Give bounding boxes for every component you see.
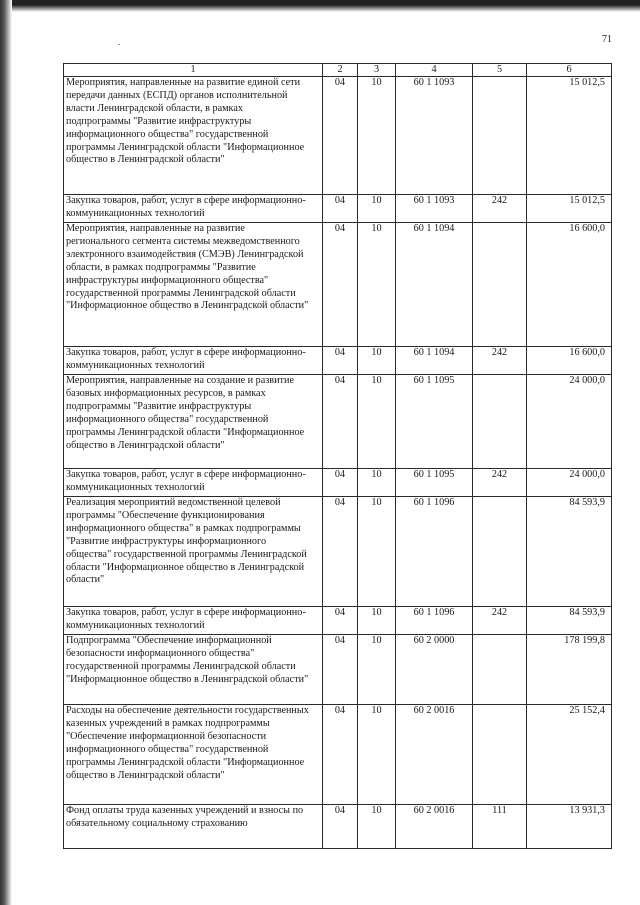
page-number: 71 xyxy=(602,34,612,45)
row-expense-type-cell: 242 xyxy=(473,469,527,497)
header-cell: 2 xyxy=(323,64,358,77)
row-name-cell: Мероприятия, направленные на развитие регионального сегмента системы межведомственного электронного взаимодействия (СМЭВ) Ленинградской области, в рамках подпрограммы "Развитие инфраструктуры информационного общества" государственной программы Ленинградской области "Информационное общество в Ленинградской области" xyxy=(64,223,323,347)
row-amount-cell: 16 600,0 xyxy=(527,347,612,375)
row-amount-cell: 25 152,4 xyxy=(527,705,612,805)
table-row xyxy=(64,705,612,805)
budget-table xyxy=(63,63,612,849)
table-row xyxy=(64,223,612,347)
row-name-cell: Мероприятия, направленные на создание и развитие базовых информационных ресурсов, в рамках подпрограммы "Развитие инфраструктуры информационного общества" государственной программы Ленинградской области "Информационное общество в Ленинградской области" xyxy=(64,375,323,469)
header-cell: 6 xyxy=(527,64,612,77)
row-expense-type-cell xyxy=(473,497,527,607)
row-target-article-cell: 60 1 1096 xyxy=(396,497,473,607)
header-cell: 3 xyxy=(358,64,396,77)
row-target-article-cell: 60 1 1093 xyxy=(396,195,473,223)
row-section-cell: 04 xyxy=(323,469,358,497)
row-section-cell: 04 xyxy=(323,805,358,849)
header-cell: 1 xyxy=(64,64,323,77)
row-subsection-cell: 10 xyxy=(358,607,396,635)
scan-border-left xyxy=(0,0,12,905)
row-amount-cell: 84 593,9 xyxy=(527,497,612,607)
row-section-cell: 04 xyxy=(323,705,358,805)
row-name-cell: Закупка товаров, работ, услуг в сфере информационно- коммуникационных технологий xyxy=(64,607,323,635)
row-amount-cell: 84 593,9 xyxy=(527,607,612,635)
row-subsection-cell: 10 xyxy=(358,77,396,195)
row-target-article-cell: 60 2 0000 xyxy=(396,635,473,705)
table-row xyxy=(64,607,612,635)
row-name-cell: Мероприятия, направленные на развитие единой сети передачи данных (ЕСПД) органов исполнительной власти Ленинградской области, в рамках подпрограммы "Развитие инфраструктуры информационного общества" государственной программы Ленинградской области "Информационное общество в Ленинградской области" xyxy=(64,77,323,195)
row-target-article-cell: 60 1 1093 xyxy=(396,77,473,195)
row-section-cell: 04 xyxy=(323,497,358,607)
row-section-cell: 04 xyxy=(323,375,358,469)
table-row xyxy=(64,375,612,469)
row-expense-type-cell xyxy=(473,635,527,705)
row-subsection-cell: 10 xyxy=(358,497,396,607)
row-expense-type-cell: 242 xyxy=(473,347,527,375)
row-target-article-cell: 60 2 0016 xyxy=(396,705,473,805)
table-row xyxy=(64,347,612,375)
table-row xyxy=(64,469,612,497)
row-subsection-cell: 10 xyxy=(358,805,396,849)
row-amount-cell: 15 012,5 xyxy=(527,195,612,223)
row-expense-type-cell xyxy=(473,375,527,469)
row-target-article-cell: 60 1 1094 xyxy=(396,347,473,375)
row-expense-type-cell: 111 xyxy=(473,805,527,849)
row-amount-cell: 13 931,3 xyxy=(527,805,612,849)
row-subsection-cell: 10 xyxy=(358,469,396,497)
table-row xyxy=(64,635,612,705)
row-expense-type-cell: 242 xyxy=(473,195,527,223)
row-section-cell: 04 xyxy=(323,635,358,705)
row-amount-cell: 24 000,0 xyxy=(527,469,612,497)
row-name-cell: Закупка товаров, работ, услуг в сфере информационно- коммуникационных технологий xyxy=(64,347,323,375)
row-name-cell: Подпрограмма "Обеспечение информационной безопасности информационного общества" государственной программы Ленинградской области "Информационное общество в Ленинградской области" xyxy=(64,635,323,705)
header-cell: 5 xyxy=(473,64,527,77)
row-target-article-cell: 60 1 1096 xyxy=(396,607,473,635)
row-subsection-cell: 10 xyxy=(358,195,396,223)
row-subsection-cell: 10 xyxy=(358,347,396,375)
row-amount-cell: 15 012,5 xyxy=(527,77,612,195)
header-cell: 4 xyxy=(396,64,473,77)
row-amount-cell: 16 600,0 xyxy=(527,223,612,347)
row-name-cell: Расходы на обеспечение деятельности государственных казенных учреждений в рамках подпрограммы "Обеспечение информационной безопасности информационного общества" государственной программы Ленинградской области "Информационное общество в Ленинградской области" xyxy=(64,705,323,805)
scan-speck xyxy=(118,44,120,45)
row-expense-type-cell: 242 xyxy=(473,607,527,635)
table-row xyxy=(64,805,612,849)
row-subsection-cell: 10 xyxy=(358,375,396,469)
row-amount-cell: 178 199,8 xyxy=(527,635,612,705)
row-expense-type-cell xyxy=(473,705,527,805)
row-section-cell: 04 xyxy=(323,77,358,195)
table-row xyxy=(64,195,612,223)
row-expense-type-cell xyxy=(473,77,527,195)
row-section-cell: 04 xyxy=(323,607,358,635)
row-name-cell: Закупка товаров, работ, услуг в сфере информационно- коммуникационных технологий xyxy=(64,195,323,223)
row-subsection-cell: 10 xyxy=(358,635,396,705)
row-subsection-cell: 10 xyxy=(358,223,396,347)
row-name-cell: Закупка товаров, работ, услуг в сфере информационно- коммуникационных технологий xyxy=(64,469,323,497)
row-target-article-cell: 60 1 1095 xyxy=(396,375,473,469)
row-subsection-cell: 10 xyxy=(358,705,396,805)
row-name-cell: Реализация мероприятий ведомственной целевой программы "Обеспечение функционирования информационного общества" в рамках подпрограммы "Развитие инфраструктуры информационного общества" государственной программы Ленинградской области "Информационное общество в Ленинградской области" xyxy=(64,497,323,607)
row-target-article-cell: 60 1 1094 xyxy=(396,223,473,347)
row-amount-cell: 24 000,0 xyxy=(527,375,612,469)
table-row xyxy=(64,77,612,195)
row-target-article-cell: 60 2 0016 xyxy=(396,805,473,849)
row-expense-type-cell xyxy=(473,223,527,347)
row-section-cell: 04 xyxy=(323,223,358,347)
scan-border-top xyxy=(0,0,640,12)
table-header-row xyxy=(64,64,612,77)
row-section-cell: 04 xyxy=(323,347,358,375)
row-target-article-cell: 60 1 1095 xyxy=(396,469,473,497)
row-name-cell: Фонд оплаты труда казенных учреждений и взносы по обязательному социальному страхованию xyxy=(64,805,323,849)
table-row xyxy=(64,497,612,607)
row-section-cell: 04 xyxy=(323,195,358,223)
